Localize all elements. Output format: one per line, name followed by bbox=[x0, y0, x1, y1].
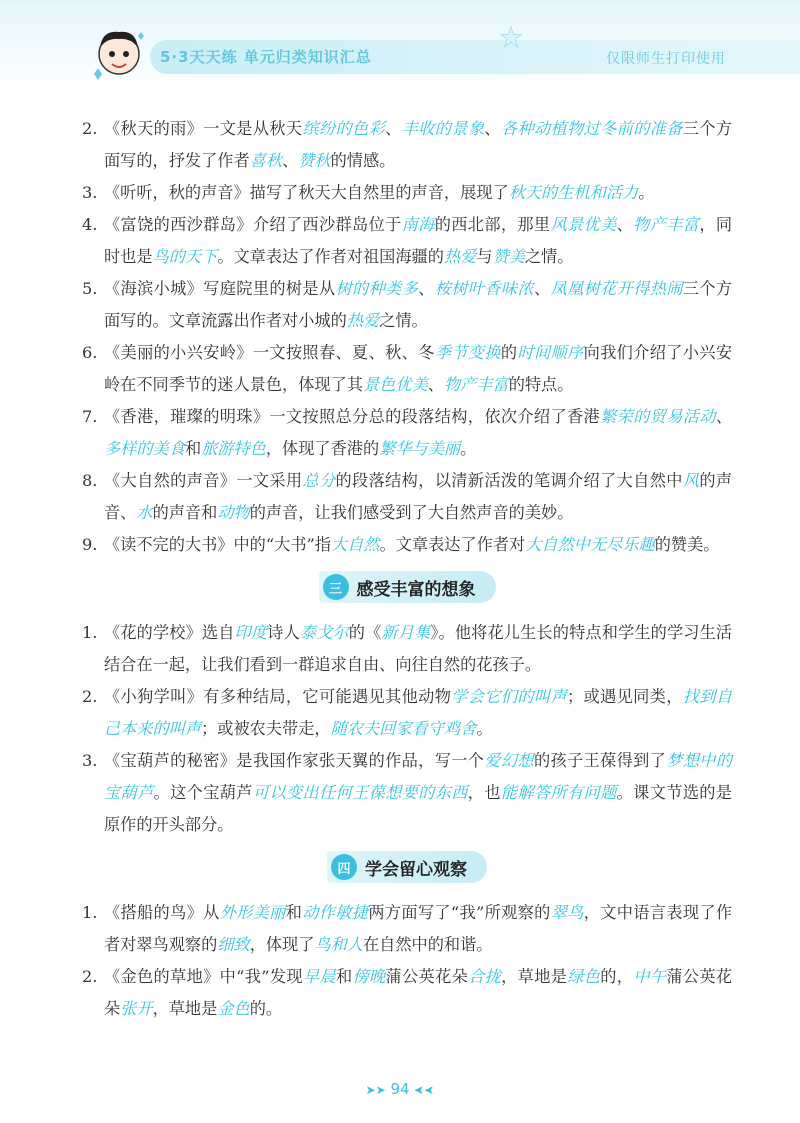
text-segment: 《金色的草地》中“我”发现 bbox=[104, 967, 303, 986]
page-header bbox=[0, 0, 800, 92]
list-item bbox=[82, 209, 732, 273]
answer-highlight: 大自然中无尽乐趣 bbox=[525, 535, 655, 554]
answer-highlight: 季节变换 bbox=[434, 343, 501, 362]
text-segment: 三个方面写的，抒发了作者 bbox=[104, 119, 733, 170]
text-segment: 《读不完的大书》中的“大书”指 bbox=[104, 535, 331, 554]
answer-highlight: 景色优美 bbox=[363, 375, 428, 394]
text-segment: 的特点。 bbox=[508, 375, 574, 394]
item-number: 1. bbox=[82, 903, 98, 922]
item-text bbox=[104, 745, 732, 841]
section-title: 学会留心观察 bbox=[365, 859, 467, 880]
answer-highlight: 找到自己本来的叫声 bbox=[104, 687, 733, 738]
text-segment: ，草地是 bbox=[152, 999, 218, 1018]
text-segment: 在自然中的和谐。 bbox=[363, 935, 493, 954]
text-segment: 的赞美。 bbox=[654, 535, 720, 554]
text-segment: 和 bbox=[285, 903, 303, 922]
answer-highlight: 热爱 bbox=[346, 311, 380, 330]
list-item bbox=[82, 273, 732, 337]
answer-highlight: 赞秋 bbox=[298, 151, 331, 170]
answer-highlight: 新月集 bbox=[381, 623, 431, 642]
answer-highlight: 鸟和人 bbox=[314, 935, 363, 954]
item-number: 3. bbox=[82, 183, 98, 202]
list-item bbox=[82, 961, 732, 1025]
answer-highlight: 可以变出任何王葆想要的东西 bbox=[252, 783, 468, 802]
answer-highlight: 张开 bbox=[120, 999, 153, 1018]
answer-highlight: 桉树叶香味浓 bbox=[434, 279, 534, 298]
usage-notice: 仅限师生打印使用 bbox=[606, 51, 726, 67]
item-number: 2. bbox=[82, 967, 98, 986]
text-segment: 《海滨小城》写庭院里的树是从 bbox=[104, 279, 336, 298]
text-segment: 的声音，让我们感受到了大自然声音的美妙。 bbox=[249, 503, 574, 522]
text-segment: 蒲公英花朵 bbox=[104, 967, 733, 1018]
list-item bbox=[82, 177, 732, 209]
answer-highlight: 细致 bbox=[217, 935, 250, 954]
text-segment: 《花的学校》选自 bbox=[104, 623, 235, 642]
text-segment: 。这个宝葫芦 bbox=[153, 783, 253, 802]
text-segment: 的《 bbox=[348, 623, 382, 642]
answer-highlight: 丰收的景象 bbox=[401, 119, 485, 138]
item-text bbox=[104, 273, 732, 337]
text-segment: ，体现了香港的 bbox=[265, 439, 380, 458]
text-segment: 《大自然的声音》一文采用 bbox=[104, 471, 303, 490]
answer-highlight: 翠鸟 bbox=[550, 903, 584, 922]
section-heading-badge bbox=[319, 571, 496, 603]
text-segment: 、 bbox=[427, 375, 444, 394]
text-segment: ，也 bbox=[467, 783, 501, 802]
text-segment: 、 bbox=[616, 215, 634, 234]
text-segment: 、 bbox=[385, 119, 402, 138]
text-segment: 《小狗学叫》有多种结局，它可能遇见其他动物 bbox=[104, 687, 452, 706]
text-segment: 的声音和 bbox=[152, 503, 218, 522]
text-segment: ，体现了 bbox=[249, 935, 315, 954]
text-segment: ，同时也是 bbox=[104, 215, 733, 266]
text-segment: 。课文节选的是原作的开头部分。 bbox=[104, 783, 733, 834]
list-item bbox=[82, 113, 732, 177]
text-segment: 的 bbox=[500, 343, 518, 362]
text-segment: 。 bbox=[638, 183, 655, 202]
answer-highlight: 水 bbox=[136, 503, 153, 522]
answer-highlight: 鸟的天下 bbox=[152, 247, 218, 266]
text-segment: 、 bbox=[484, 119, 501, 138]
section-heading-badge bbox=[327, 851, 487, 883]
answer-highlight: 繁荣的贸易活动 bbox=[600, 407, 716, 426]
text-segment: ；或被农夫带走， bbox=[201, 719, 331, 738]
item-number: 3. bbox=[82, 751, 98, 770]
answer-highlight: 傍晚 bbox=[352, 967, 386, 986]
text-segment: 。 bbox=[476, 719, 493, 738]
text-segment: 《美丽的小兴安岭》一文按照春、夏、秋、冬 bbox=[104, 343, 435, 362]
answer-highlight: 热爱 bbox=[443, 247, 477, 266]
list-item bbox=[82, 465, 732, 529]
text-segment: ，草地是 bbox=[501, 967, 568, 986]
text-segment: 向我们介绍了小兴安岭在不同季节的迷人景色，体现了其 bbox=[104, 343, 733, 394]
text-segment: 的西北部，那里 bbox=[434, 215, 551, 234]
item-text bbox=[104, 529, 732, 561]
answer-highlight: 赞美 bbox=[492, 247, 525, 266]
section-list-1 bbox=[82, 113, 732, 561]
answer-highlight: 风 bbox=[682, 471, 700, 490]
text-segment: 。文章表达了作者对 bbox=[379, 535, 526, 554]
item-number: 6. bbox=[82, 343, 98, 362]
text-segment: 、 bbox=[533, 279, 551, 298]
answer-highlight: 随农夫回家看守鸡舍 bbox=[330, 719, 477, 738]
answer-highlight: 外形美丽 bbox=[219, 903, 286, 922]
item-text bbox=[104, 337, 732, 401]
answer-highlight: 凤凰树花开得热闹 bbox=[550, 279, 683, 298]
page-number-value: 94 bbox=[390, 1080, 410, 1098]
text-segment: 、 bbox=[282, 151, 299, 170]
list-item bbox=[82, 745, 732, 841]
item-text bbox=[104, 897, 732, 961]
item-number: 4. bbox=[82, 215, 98, 234]
section-heading-3 bbox=[82, 567, 732, 607]
text-segment: 。文章表达了作者对祖国海疆的 bbox=[217, 247, 444, 266]
answer-highlight: 喜秋 bbox=[249, 151, 283, 170]
answer-highlight: 南海 bbox=[401, 215, 435, 234]
answer-highlight: 动物 bbox=[217, 503, 250, 522]
text-segment: ，文中语言表现了作者对翠鸟观察的 bbox=[104, 903, 733, 954]
answer-highlight: 绿色 bbox=[567, 967, 601, 986]
section-title: 感受丰富的想象 bbox=[356, 579, 476, 600]
text-segment: 、 bbox=[715, 407, 732, 426]
answer-highlight: 学会它们的叫声 bbox=[451, 687, 567, 706]
item-text bbox=[104, 177, 732, 209]
section-number: 三 bbox=[323, 574, 349, 600]
text-segment: ；或遇见同类， bbox=[567, 687, 683, 706]
answer-highlight: 树的种类多 bbox=[335, 279, 419, 298]
item-number: 9. bbox=[82, 535, 98, 554]
text-segment: 》。他将花儿生长的特点和学生的学习生活结合在一起，让我们看到一群追求自由、向往自然的花孩子。 bbox=[104, 623, 733, 674]
item-number: 5. bbox=[82, 279, 98, 298]
section-heading-4 bbox=[82, 847, 732, 887]
answer-highlight: 繁华与美丽 bbox=[379, 439, 461, 458]
text-segment: 两方面写了“我”所观察的 bbox=[368, 903, 551, 922]
item-text bbox=[104, 113, 732, 177]
answer-highlight: 合拢 bbox=[468, 967, 502, 986]
text-segment: 《香港，璀璨的明珠》一文按照总分总的段落结构，依次介绍了香港 bbox=[104, 407, 601, 426]
text-segment: 的。 bbox=[249, 999, 283, 1018]
text-segment: 《富饶的西沙群岛》介绍了西沙群岛位于 bbox=[104, 215, 402, 234]
text-segment: 《搭船的鸟》从 bbox=[104, 903, 220, 922]
section-number: 四 bbox=[331, 854, 357, 880]
text-segment: 的， bbox=[600, 967, 634, 986]
text-segment: 、 bbox=[418, 279, 435, 298]
item-text bbox=[104, 465, 732, 529]
text-segment: 的情感。 bbox=[330, 151, 396, 170]
text-segment: 之情。 bbox=[379, 311, 428, 330]
answer-highlight: 秋天的生机和活力 bbox=[508, 183, 639, 202]
item-number: 2. bbox=[82, 687, 98, 706]
item-text bbox=[104, 961, 732, 1025]
text-segment: 诗人 bbox=[267, 623, 300, 642]
section-list-4 bbox=[82, 897, 732, 1025]
answer-highlight: 泰戈尔 bbox=[299, 623, 349, 642]
text-segment: 《秋天的雨》一文是从秋天 bbox=[104, 119, 303, 138]
answer-highlight: 时间顺序 bbox=[517, 343, 584, 362]
item-number: 1. bbox=[82, 623, 98, 642]
section-list-3 bbox=[82, 617, 732, 841]
answer-highlight: 旅游特色 bbox=[201, 439, 266, 458]
item-text bbox=[104, 209, 732, 273]
answer-highlight: 爱幻想 bbox=[484, 751, 534, 770]
text-segment: 《听听，秋的声音》描写了秋天大自然里的声音，展现了 bbox=[104, 183, 509, 202]
list-item bbox=[82, 681, 732, 745]
list-item bbox=[82, 617, 732, 681]
text-segment: 和 bbox=[184, 439, 202, 458]
text-segment: 。 bbox=[460, 439, 477, 458]
item-text bbox=[104, 401, 732, 465]
answer-highlight: 金色 bbox=[217, 999, 250, 1018]
answer-highlight: 大自然 bbox=[331, 535, 380, 554]
item-number: 2. bbox=[82, 119, 98, 138]
star-icon bbox=[500, 26, 522, 48]
list-item bbox=[82, 401, 732, 465]
answer-highlight: 梦想中的宝葫芦 bbox=[104, 751, 733, 802]
text-segment: 三个方面写的。文章流露出作者对小城的 bbox=[104, 279, 733, 330]
answer-highlight: 印度 bbox=[234, 623, 268, 642]
item-text bbox=[104, 617, 732, 681]
text-segment: 蒲公英花朵 bbox=[385, 967, 469, 986]
item-text bbox=[104, 681, 732, 745]
answer-highlight: 能解答所有问题 bbox=[500, 783, 617, 802]
text-segment: 《宝葫芦的秘密》是我国作家张天翼的作品，写一个 bbox=[104, 751, 485, 770]
text-segment: 之情。 bbox=[524, 247, 574, 266]
item-number: 8. bbox=[82, 471, 98, 490]
series-title: 5·3天天练 单元归类知识汇总 bbox=[160, 48, 372, 66]
list-item bbox=[82, 529, 732, 561]
answer-highlight: 风景优美 bbox=[550, 215, 617, 234]
answer-highlight: 各种动植物过冬前的准备 bbox=[500, 119, 683, 138]
page-number bbox=[0, 1080, 800, 1098]
text-segment: 与 bbox=[476, 247, 493, 266]
main-content bbox=[82, 113, 732, 1025]
text-segment: 和 bbox=[335, 967, 353, 986]
item-number: 7. bbox=[82, 407, 98, 426]
answer-highlight: 总分 bbox=[302, 471, 336, 490]
mascot-icon bbox=[88, 24, 150, 84]
list-item bbox=[82, 897, 732, 961]
answer-highlight: 物产丰富 bbox=[633, 215, 700, 234]
text-segment: 的段落结构，以清新活泼的笔调介绍了大自然中 bbox=[335, 471, 683, 490]
answer-highlight: 动作敏捷 bbox=[302, 903, 369, 922]
text-segment: 的声音、 bbox=[104, 471, 733, 522]
text-segment: 的孩子王葆得到了 bbox=[533, 751, 667, 770]
answer-highlight: 多样的美食 bbox=[104, 439, 185, 458]
answer-highlight: 物产丰富 bbox=[443, 375, 509, 394]
right-arrows-icon: ➤➤ bbox=[414, 1083, 435, 1097]
answer-highlight: 中午 bbox=[633, 967, 667, 986]
list-item bbox=[82, 337, 732, 401]
answer-highlight: 早晨 bbox=[302, 967, 336, 986]
left-arrows-icon: ➤➤ bbox=[365, 1083, 386, 1097]
answer-highlight: 缤纷的色彩 bbox=[302, 119, 386, 138]
